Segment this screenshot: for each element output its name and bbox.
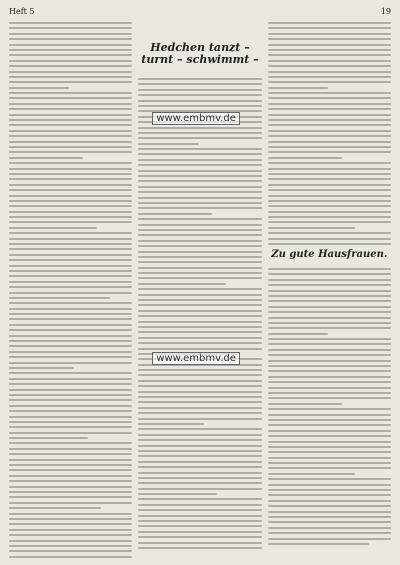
text-line <box>9 529 132 531</box>
text-line <box>138 504 261 506</box>
text-line <box>268 162 391 164</box>
text-line <box>9 173 132 175</box>
text-line <box>268 300 391 302</box>
text-line <box>268 279 391 281</box>
text-line <box>268 205 391 207</box>
text-line <box>268 317 391 319</box>
article-heading: Hedchen tanzt – turnt – schwimmt – <box>141 41 259 66</box>
text-line <box>138 369 261 371</box>
text-line <box>9 178 132 180</box>
text-line <box>9 502 132 504</box>
text-line <box>138 137 261 139</box>
text-line <box>138 337 261 339</box>
column-right <box>268 22 391 559</box>
text-line <box>268 168 391 170</box>
text-line <box>268 60 391 62</box>
text-line <box>138 342 261 344</box>
text-line <box>9 130 132 132</box>
text-line <box>138 240 261 242</box>
text-line <box>138 331 261 333</box>
text-line <box>268 238 391 240</box>
page-number: 19 <box>380 7 391 16</box>
text-line <box>138 488 261 490</box>
text-line <box>9 157 83 159</box>
text-line <box>9 108 132 110</box>
text-line <box>9 205 132 207</box>
text-line <box>268 157 342 159</box>
text-line <box>138 515 261 517</box>
text-line <box>138 461 261 463</box>
text-line <box>138 466 261 468</box>
text-line <box>268 376 391 378</box>
text-line <box>9 486 132 488</box>
text-line <box>138 100 261 102</box>
text-line <box>268 527 391 529</box>
text-line <box>268 216 391 218</box>
text-line <box>268 543 369 545</box>
text-line <box>9 545 132 547</box>
text-line <box>138 272 261 274</box>
text-line <box>138 170 261 172</box>
text-line <box>9 437 88 439</box>
text-line <box>9 135 132 137</box>
text-line <box>9 442 132 444</box>
text-line <box>268 322 391 324</box>
text-line <box>138 482 261 484</box>
text-line <box>138 326 261 328</box>
text-line <box>138 267 261 269</box>
text-line <box>268 195 391 197</box>
text-line <box>138 455 261 457</box>
text-line <box>268 81 391 83</box>
text-line <box>9 507 101 509</box>
text-line <box>268 295 391 297</box>
text-line <box>138 283 226 285</box>
text-line <box>9 399 132 401</box>
text-line <box>268 521 391 523</box>
text-line <box>9 60 132 62</box>
text-line <box>138 531 261 533</box>
text-line <box>9 189 132 191</box>
text-line <box>9 184 132 186</box>
text-line <box>138 299 261 301</box>
text-line <box>9 351 132 353</box>
text-line <box>138 385 261 387</box>
text-line <box>268 290 391 292</box>
text-line <box>9 54 132 56</box>
text-line <box>268 387 391 389</box>
text-line <box>268 338 391 340</box>
text-line <box>268 65 391 67</box>
text-line <box>138 525 261 527</box>
text-line <box>268 44 391 46</box>
text-line <box>9 216 132 218</box>
text-line <box>268 135 391 137</box>
text-line <box>268 500 391 502</box>
text-line <box>268 273 391 275</box>
text-line <box>268 130 391 132</box>
column-middle <box>138 22 261 559</box>
text-line <box>9 383 132 385</box>
text-line <box>138 321 261 323</box>
text-line <box>268 200 391 202</box>
text-line <box>9 394 132 396</box>
text-line <box>9 65 132 67</box>
text-line <box>268 484 391 486</box>
text-line <box>9 469 132 471</box>
text-line <box>9 38 132 40</box>
text-line <box>268 532 391 534</box>
text-line <box>138 94 261 96</box>
text-line <box>9 76 132 78</box>
text-line <box>9 281 132 283</box>
text-line <box>9 81 132 83</box>
text-line <box>268 311 391 313</box>
watermark: www.embmv.de <box>152 112 240 125</box>
text-line <box>268 54 391 56</box>
text-line <box>268 38 391 40</box>
text-line <box>138 143 198 145</box>
text-line <box>138 83 261 85</box>
text-line <box>9 340 132 342</box>
text-line <box>268 114 391 116</box>
text-line <box>138 153 261 155</box>
text-line <box>138 159 261 161</box>
text-line <box>9 92 132 94</box>
text-line <box>138 434 261 436</box>
text-line <box>9 119 132 121</box>
text-line <box>268 360 391 362</box>
text-line <box>9 162 132 164</box>
text-line <box>9 49 132 51</box>
text-line <box>9 151 132 153</box>
text-line <box>138 251 261 253</box>
text-line <box>9 459 132 461</box>
text-line <box>138 191 261 193</box>
text-line <box>9 254 132 256</box>
text-line <box>138 229 261 231</box>
text-line <box>268 538 391 540</box>
text-line <box>9 372 132 374</box>
text-line <box>9 286 132 288</box>
text-line <box>9 71 132 73</box>
text-line <box>9 124 132 126</box>
text-line <box>9 211 132 213</box>
text-line <box>268 511 391 513</box>
text-line <box>268 370 391 372</box>
text-line <box>268 178 391 180</box>
text-line <box>268 451 391 453</box>
text-line <box>9 523 132 525</box>
text-line <box>268 97 391 99</box>
text-line <box>268 397 391 399</box>
text-line <box>138 234 261 236</box>
text-line <box>138 391 261 393</box>
text-line <box>138 493 217 495</box>
text-line <box>268 87 328 89</box>
text-line <box>138 315 261 317</box>
text-line <box>268 211 391 213</box>
text-line <box>9 453 132 455</box>
text-line <box>138 148 261 150</box>
text-line <box>268 494 391 496</box>
text-line <box>138 127 261 129</box>
text-line <box>138 218 261 220</box>
text-line <box>268 473 356 475</box>
text-line <box>9 141 132 143</box>
text-line <box>268 227 356 229</box>
text-line <box>268 343 391 345</box>
text-line <box>9 448 132 450</box>
text-line <box>138 197 261 199</box>
text-line <box>138 132 261 134</box>
text-line <box>138 374 261 376</box>
text-line <box>9 421 132 423</box>
text-line <box>268 146 391 148</box>
text-line <box>9 480 132 482</box>
text-line <box>268 232 391 234</box>
text-line <box>268 268 391 270</box>
text-line <box>268 446 391 448</box>
text-line <box>138 439 261 441</box>
text-line <box>9 103 132 105</box>
page-header <box>9 7 391 17</box>
text-line <box>9 168 132 170</box>
text-line <box>268 424 391 426</box>
text-line <box>138 310 261 312</box>
text-line <box>9 297 110 299</box>
text-line <box>9 356 132 358</box>
text-line <box>9 292 132 294</box>
body-text-placeholder <box>268 22 391 248</box>
text-line <box>9 426 132 428</box>
text-line <box>138 450 261 452</box>
text-line <box>138 180 261 182</box>
text-line <box>138 202 261 204</box>
text-line <box>268 462 391 464</box>
text-line <box>138 89 261 91</box>
text-line <box>138 445 261 447</box>
text-line <box>138 78 261 80</box>
text-line <box>268 430 391 432</box>
text-line <box>9 416 132 418</box>
body-text-placeholder <box>9 22 132 559</box>
text-line <box>9 389 132 391</box>
text-line <box>268 365 391 367</box>
text-line <box>138 348 261 350</box>
text-line <box>268 184 391 186</box>
text-line <box>138 304 261 306</box>
text-line <box>138 498 261 500</box>
text-line <box>9 227 97 229</box>
text-line <box>9 410 132 412</box>
text-line <box>138 472 261 474</box>
text-line <box>138 547 261 549</box>
text-line <box>9 248 132 250</box>
text-line <box>9 550 132 552</box>
text-line <box>9 324 132 326</box>
text-line <box>9 367 74 369</box>
text-line <box>268 414 391 416</box>
text-line <box>138 175 261 177</box>
text-line <box>9 518 132 520</box>
text-line <box>9 243 132 245</box>
text-line <box>9 329 132 331</box>
text-line <box>9 540 132 542</box>
text-line <box>138 224 261 226</box>
text-line <box>138 396 261 398</box>
text-line <box>9 318 132 320</box>
text-line <box>9 496 132 498</box>
text-line <box>268 22 391 24</box>
text-line <box>268 151 391 153</box>
text-line <box>9 362 132 364</box>
text-line <box>268 119 391 121</box>
text-line <box>9 27 132 29</box>
text-line <box>268 333 328 335</box>
text-line <box>268 435 391 437</box>
text-line <box>9 308 132 310</box>
text-line <box>9 44 132 46</box>
text-line <box>9 432 132 434</box>
text-line <box>268 489 391 491</box>
text-line <box>138 294 261 296</box>
text-line <box>268 403 342 405</box>
text-line <box>9 513 132 515</box>
text-line <box>138 412 261 414</box>
text-line <box>9 475 132 477</box>
text-line <box>268 354 391 356</box>
text-line <box>138 105 261 107</box>
text-columns <box>9 22 391 559</box>
text-line <box>268 478 391 480</box>
text-line <box>268 467 391 469</box>
text-line <box>9 114 132 116</box>
text-line <box>268 349 391 351</box>
text-line <box>138 186 261 188</box>
text-line <box>268 189 391 191</box>
text-line <box>9 259 132 261</box>
text-line <box>138 423 203 425</box>
text-line <box>268 392 391 394</box>
text-line <box>138 509 261 511</box>
text-line <box>9 405 132 407</box>
text-line <box>138 536 261 538</box>
text-line <box>268 408 391 410</box>
issue-label: Heft 5 <box>9 7 35 16</box>
text-line <box>268 243 391 245</box>
text-line <box>9 87 69 89</box>
text-line <box>9 534 132 536</box>
text-line <box>9 97 132 99</box>
text-line <box>9 313 132 315</box>
text-line <box>9 302 132 304</box>
text-line <box>9 195 132 197</box>
text-line <box>268 516 391 518</box>
text-line <box>138 380 261 382</box>
text-line <box>9 238 132 240</box>
text-line <box>9 232 132 234</box>
text-line <box>138 164 261 166</box>
text-line <box>9 33 132 35</box>
text-line <box>138 207 261 209</box>
text-line <box>9 200 132 202</box>
text-line <box>9 146 132 148</box>
text-line <box>138 542 261 544</box>
text-line <box>138 245 261 247</box>
text-line <box>9 378 132 380</box>
text-line <box>268 221 391 223</box>
body-text-placeholder <box>268 268 391 548</box>
text-line <box>268 124 391 126</box>
text-line <box>138 428 261 430</box>
text-line <box>268 103 391 105</box>
text-line <box>268 381 391 383</box>
text-line <box>268 141 391 143</box>
text-line <box>268 108 391 110</box>
text-line <box>268 33 391 35</box>
text-line <box>268 306 391 308</box>
text-line <box>268 505 391 507</box>
text-line <box>9 270 132 272</box>
text-line <box>9 345 132 347</box>
text-line <box>138 520 261 522</box>
text-line <box>9 491 132 493</box>
text-line <box>138 261 261 263</box>
text-line <box>138 401 261 403</box>
text-line <box>268 441 391 443</box>
text-line <box>268 327 391 329</box>
text-line <box>138 407 261 409</box>
text-line <box>138 418 261 420</box>
section-heading: Zu gute Hausfrauen. <box>271 249 388 260</box>
text-line <box>138 256 261 258</box>
text-line <box>268 71 391 73</box>
text-line <box>268 457 391 459</box>
text-line <box>138 288 261 290</box>
body-text-placeholder <box>138 78 261 552</box>
text-line <box>9 221 132 223</box>
text-line <box>138 213 212 215</box>
text-line <box>138 477 261 479</box>
text-line <box>268 92 391 94</box>
text-line <box>138 277 261 279</box>
text-line <box>268 173 391 175</box>
text-line <box>9 556 132 558</box>
text-line <box>9 335 132 337</box>
text-line <box>9 464 132 466</box>
text-line <box>9 275 132 277</box>
text-line <box>268 49 391 51</box>
text-line <box>268 27 391 29</box>
text-line <box>268 76 391 78</box>
text-line <box>268 419 391 421</box>
watermark: www.embmv.de <box>152 352 240 365</box>
text-line <box>9 22 132 24</box>
text-line <box>268 284 391 286</box>
text-line <box>9 265 132 267</box>
column-left <box>9 22 132 559</box>
